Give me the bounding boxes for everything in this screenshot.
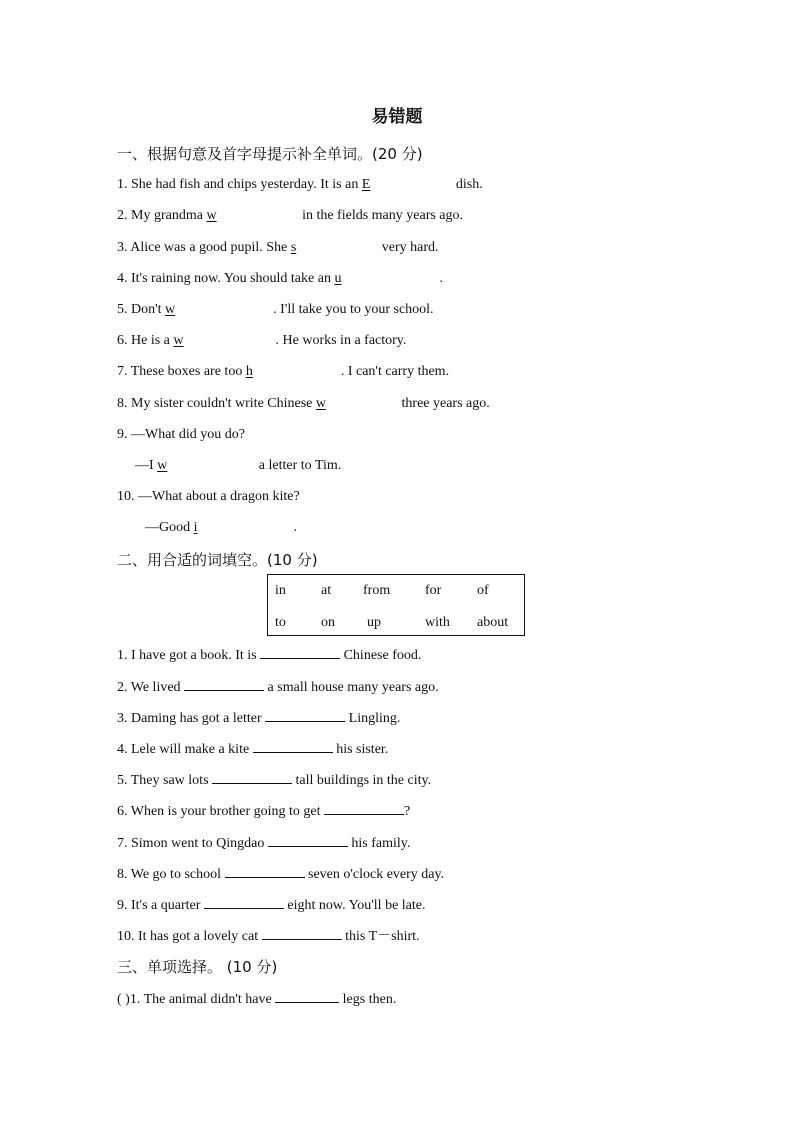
s2-item-10-blank[interactable] <box>262 926 342 940</box>
s1-item-2: 2. My grandma w in the fields many years ago. <box>117 208 464 223</box>
word-box-word: for <box>425 583 442 598</box>
section-2-heading: 二、用合适的词填空。(10 分) <box>117 551 318 569</box>
word-box-word: at <box>321 583 332 598</box>
s1-item-3-blank[interactable]: s <box>290 240 297 255</box>
s1-item-8: 8. My sister couldn't write Chinese w three years ago. <box>117 396 490 411</box>
s1-item-10-answer: —Good i . <box>145 520 298 535</box>
s1-item-10-blank[interactable]: i <box>193 520 198 535</box>
section-1-heading: 一、根据句意及首字母提示补全单词。(20 分) <box>117 145 423 163</box>
s2-item-1-blank[interactable] <box>260 645 340 659</box>
s3-item-1-answer-paren[interactable]: ( ) <box>117 992 130 1007</box>
s1-item-6: 6. He is a w . He works in a factory. <box>117 333 407 348</box>
s2-item-4: 4. Lele will make a kite his sister. <box>117 739 388 759</box>
s1-item-10-question: 10. —What about a dragon kite? <box>117 489 300 504</box>
s2-item-7: 7. Simon went to Qingdao his family. <box>117 833 410 853</box>
word-box <box>267 574 525 636</box>
s1-item-4-blank[interactable]: u <box>334 271 342 286</box>
s2-item-5-blank[interactable] <box>212 770 292 784</box>
word-box-word: up <box>367 615 381 630</box>
s1-item-4: 4. It's raining now. You should take an u . <box>117 271 443 286</box>
s2-item-6-blank[interactable] <box>324 801 404 815</box>
s2-item-5: 5. They saw lots tall buildings in the city. <box>117 770 431 790</box>
s1-item-7: 7. These boxes are too h . I can't carry them. <box>117 364 450 379</box>
s3-item-1: ( )1. The animal didn't have legs then. <box>117 989 396 1009</box>
word-box-row-1 <box>268 581 524 601</box>
s1-item-6-blank[interactable]: w <box>173 333 184 348</box>
s2-item-8-blank[interactable] <box>225 864 305 878</box>
s2-item-10: 10. It has got a lovely cat this T－shirt. <box>117 926 420 946</box>
s2-item-2: 2. We lived a small house many years ago. <box>117 677 439 697</box>
s2-item-2-blank[interactable] <box>184 677 264 691</box>
word-box-word: with <box>425 615 450 630</box>
s1-item-3: 3. Alice was a good pupil. She s very hard. <box>117 240 439 255</box>
section-3-heading: 三、单项选择。 (10 分) <box>117 958 278 976</box>
s1-item-8-blank[interactable]: w <box>315 396 327 411</box>
page-title: 易错题 <box>371 107 423 127</box>
s1-item-9-question: 9. —What did you do? <box>117 427 245 442</box>
s2-item-7-blank[interactable] <box>268 833 348 847</box>
s1-item-7-blank[interactable]: h <box>245 364 253 379</box>
s2-item-9-blank[interactable] <box>204 895 284 909</box>
s2-item-4-blank[interactable] <box>253 739 333 753</box>
word-box-word: to <box>275 615 286 630</box>
s2-item-3: 3. Daming has got a letter Lingling. <box>117 708 400 728</box>
s2-item-8: 8. We go to school seven o'clock every day. <box>117 864 444 884</box>
s3-item-1-blank <box>275 989 339 1003</box>
s2-item-9: 9. It's a quarter eight now. You'll be late. <box>117 895 426 915</box>
s1-item-1-blank[interactable]: E <box>361 177 371 192</box>
word-box-word: from <box>363 583 391 598</box>
word-box-row-2 <box>268 613 524 633</box>
word-box-word: in <box>275 583 286 598</box>
s1-item-9-blank[interactable]: w <box>157 458 168 473</box>
s1-item-9-answer: —I w a letter to Tim. <box>135 458 342 473</box>
s2-item-6: 6. When is your brother going to get ? <box>117 801 410 821</box>
s1-item-5: 5. Don't w . I'll take you to your school. <box>117 302 434 317</box>
word-box-word: on <box>321 615 335 630</box>
s2-item-3-blank[interactable] <box>265 708 345 722</box>
s1-item-5-blank[interactable]: w <box>165 302 176 317</box>
s1-item-2-blank[interactable]: w <box>206 208 217 223</box>
word-box-word: of <box>477 583 489 598</box>
s2-item-1: 1. I have got a book. It is Chinese food. <box>117 645 421 665</box>
word-box-word: about <box>477 615 509 630</box>
s1-item-1: 1. She had fish and chips yesterday. It is an E dish. <box>117 177 483 192</box>
